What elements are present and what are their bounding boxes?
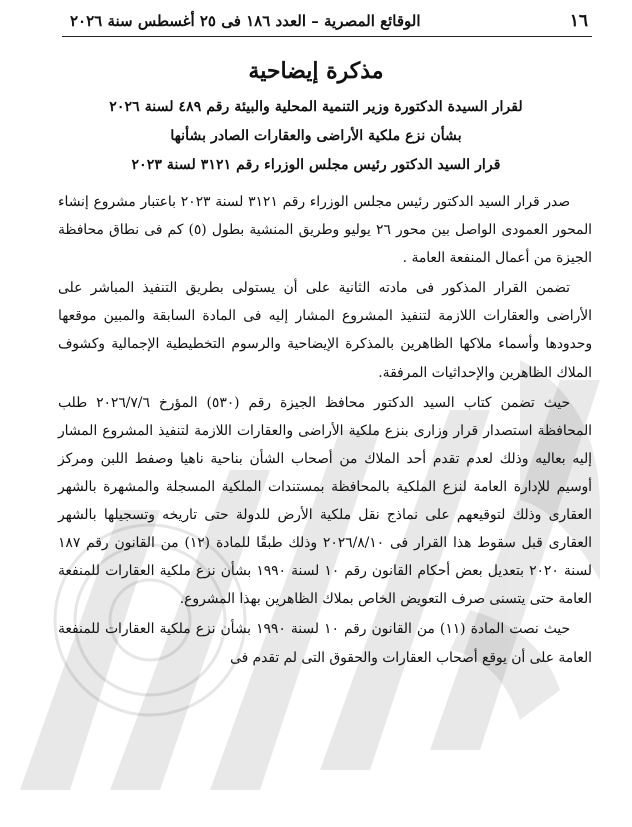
subtitle-decree: لقرار السيدة الدكتورة وزير التنمية المحلية والبيئة رقم ٤٨٩ لسنة ٢٠٢٦ xyxy=(109,99,523,115)
paragraph: صدر قرار السيد الدكتور رئيس مجلس الوزراء رقم ٣١٢١ لسنة ٢٠٢٣ باعتبار مشروع إنشاء المحور العمودى الواصل بين محور ٢٦ يوليو وطريق المنشية بطول (٥) كم فى نطاق محافظة الجيزة من أعمال المنفعة العامة . xyxy=(58,194,592,267)
issue-line: الوقائع المصرية – العدد ١٨٦ فى ٢٥ أغسطس سنة ٢٠٢٦ xyxy=(70,12,421,30)
page-header xyxy=(62,6,592,37)
subtitle-reference: قرار السيد الدكتور رئيس مجلس الوزراء رقم ٣١٢١ لسنة ٢٠٢٣ xyxy=(131,157,501,173)
paragraph: تضمن القرار المذكور فى مادته الثانية على أن يستولى بطريق التنفيذ المباشر على الأراضى والعقارات اللازمة لتنفيذ المشروع المشار إليه فى المادة السابقة والمبين موقعها وحدودها وأسماء ملاكها الظاهرين بالمذكرة الإيضاحية والرسوم التخطيطية الإجمالية وكشوف الملاك الظاهرين والإحداثيات المرفقة. xyxy=(58,280,592,381)
subtitle-subject: بشأن نزع ملكية الأراضى والعقارات الصادر بشأنها xyxy=(170,128,462,144)
document-title: مذكرة إيضاحية xyxy=(248,58,384,84)
paragraph: حيث نصت المادة (١١) من القانون رقم ١٠ لسنة ١٩٩٠ بشأن نزع ملكية العقارات للمنفعة العامة على أن يوقع أصحاب العقارات والحقوق التى لم تقدم فى xyxy=(58,621,592,666)
paragraph: حيث تضمن كتاب السيد الدكتور محافظ الجيزة رقم (٥٣٠) المؤرخ ٢٠٢٦/٧/٦ طلب المحافظة استصدار قرار وزارى بنزع ملكية الأراضى والعقارات اللازمة لتنفيذ المشروع المشار إليه بعاليه وذلك لعدم تقدم أحد الملاك من أصحاب الشأن بناحية ناهيا وصفط اللبن ومركز أوسيم للإدارة العامة لنزع الملكية بالمحافظة بمستندات الملكية المسجلة والمشهرة بالشهر العقارى وذلك لتوقيعهم على نماذج نقل ملكية الأرض للدولة حتى تاريخه وتسجيلها بالشهر العقارى قبل سقوط هذا القرار فى ٢٠٢٦/٨/١٠ وذلك طبقًا للمادة (١٢) من القانون رقم ١٨٧ لسنة ٢٠٢٠ بتعديل بعض أحكام القانون رقم ١٠ لسنة ١٩٩٠ بشأن نزع ملكية العقارات للمنفعة العامة حتى يتسنى صرف التعويض الخاص بملاك الظاهرين بهذا المشروع. xyxy=(58,394,592,608)
body-text xyxy=(58,188,592,672)
page-number: ١٦ xyxy=(569,11,588,31)
